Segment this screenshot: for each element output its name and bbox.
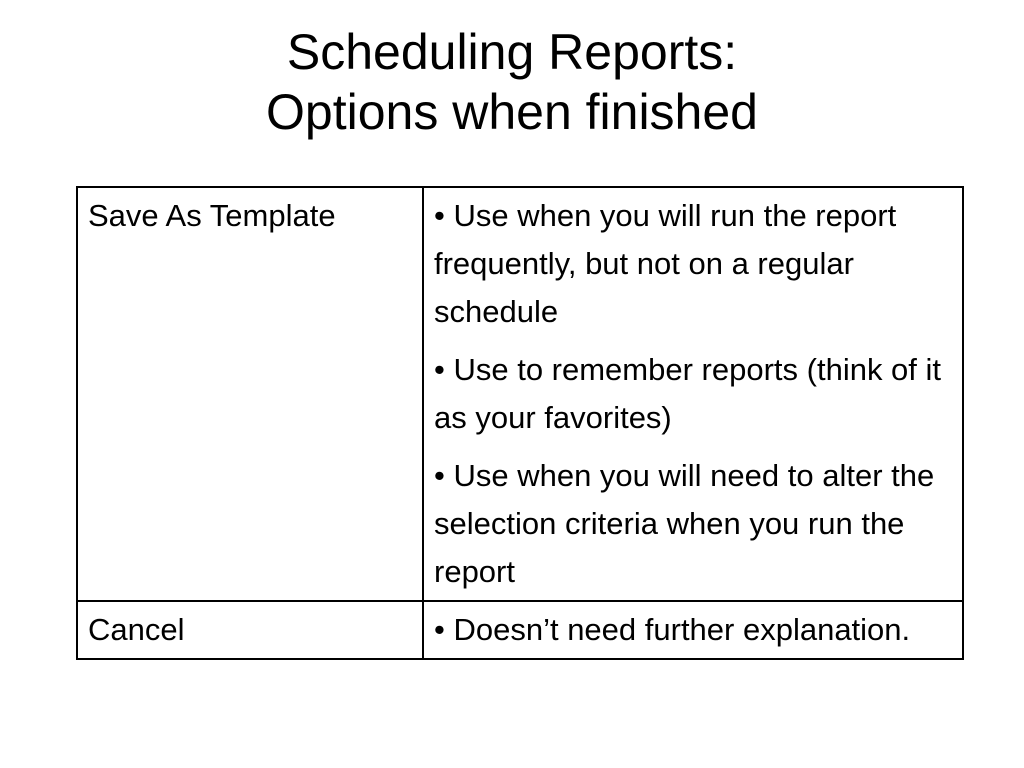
- table-row: [77, 601, 963, 659]
- option-name-cell: [77, 187, 423, 601]
- bullet-item: • Use when you will run the report frequently, but not on a regular schedule: [434, 198, 897, 329]
- bullet-item: • Use when you will need to alter the selection criteria when you run the report: [434, 458, 935, 589]
- option-name: Save As Template: [88, 198, 336, 233]
- options-table: [76, 186, 964, 660]
- bullet-item: • Doesn’t need further explanation.: [434, 612, 911, 647]
- bullet-item: • Use to remember reports (think of it as your favorites): [434, 352, 942, 435]
- option-description-cell: [423, 601, 963, 659]
- table-row: [77, 187, 963, 601]
- option-description-cell: [423, 187, 963, 601]
- slide-title: [0, 22, 1024, 142]
- title-line-1: Scheduling Reports:: [286, 24, 738, 80]
- option-name: Cancel: [88, 612, 185, 647]
- option-name-cell: [77, 601, 423, 659]
- title-line-2: Options when finished: [266, 84, 758, 140]
